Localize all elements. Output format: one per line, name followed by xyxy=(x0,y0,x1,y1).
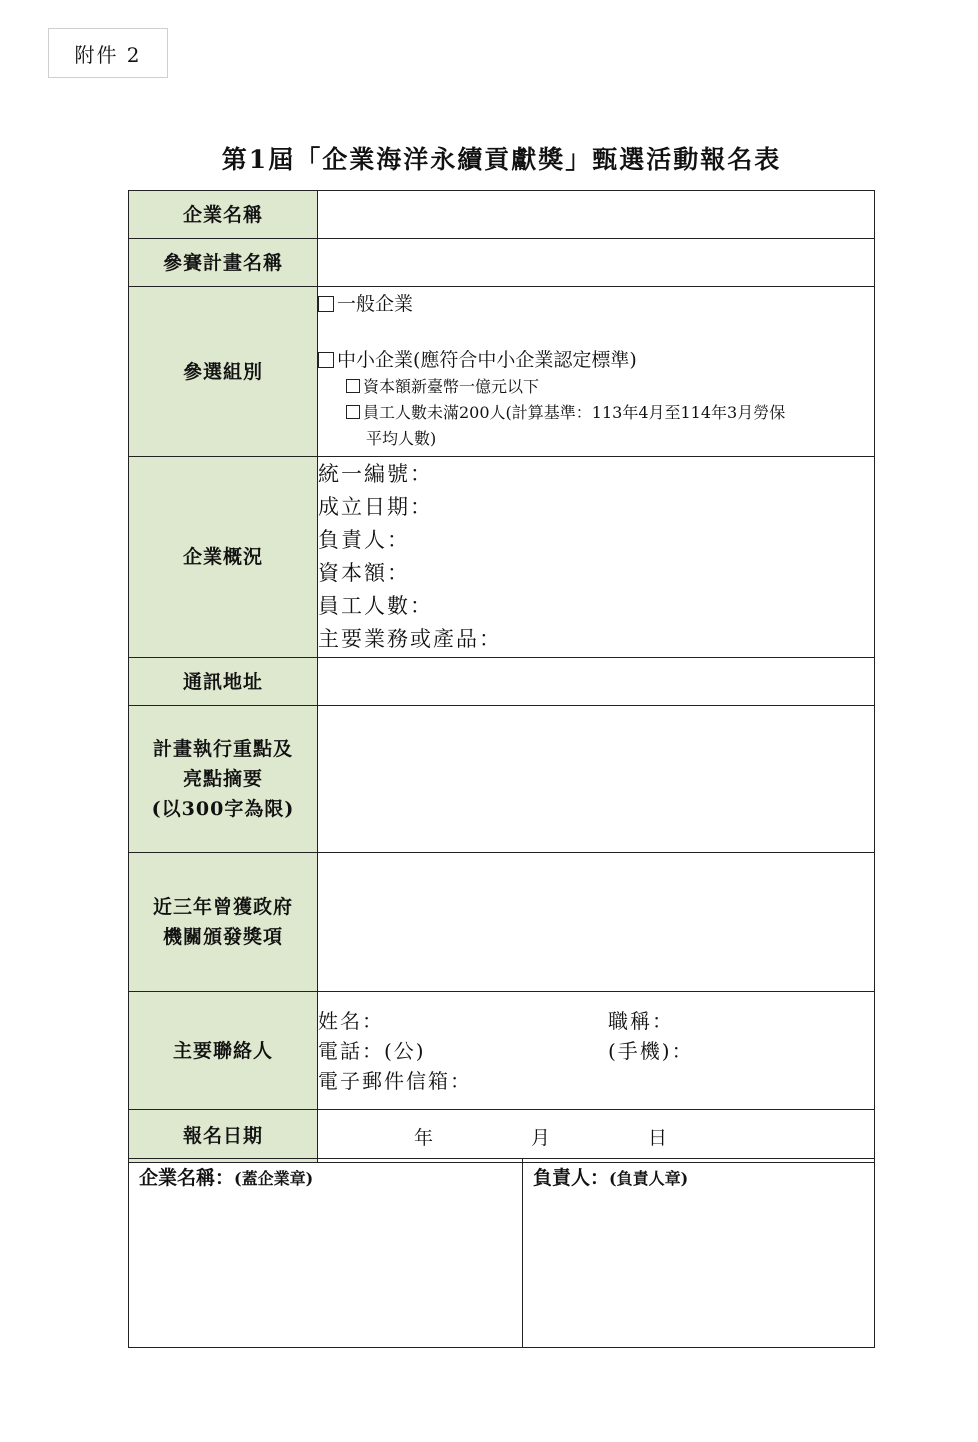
sme-sub-capital xyxy=(318,374,874,400)
form-title: 第1屆「企業海洋永續貢獻獎」甄選活動報名表 xyxy=(221,145,782,174)
sme-sub-staff xyxy=(318,400,874,452)
row-overview xyxy=(129,457,875,658)
label-awards-line1: 近三年曾獲政府 xyxy=(152,896,293,918)
signature-table xyxy=(128,1158,875,1348)
capital-checkbox[interactable] xyxy=(346,379,360,393)
label-awards-line2: 機關頒發獎項 xyxy=(162,926,283,948)
overview-main-business: 主要業務或產品： xyxy=(318,627,502,651)
registration-form-table xyxy=(128,190,875,1163)
contact-job-title: 職稱： xyxy=(608,1008,674,1033)
company-name-field[interactable] xyxy=(318,191,875,239)
contact-line-2 xyxy=(318,1036,874,1066)
date-field[interactable] xyxy=(318,1110,875,1163)
date-month: 月 xyxy=(531,1126,551,1149)
row-project-name xyxy=(129,239,875,287)
contact-line-1 xyxy=(318,1006,874,1036)
label-highlights-line1: 計畫執行重點及 xyxy=(152,738,293,760)
row-awards xyxy=(129,853,875,992)
owner-seal-box[interactable] xyxy=(523,1159,875,1348)
overview-founded-date: 成立日期： xyxy=(318,495,433,519)
overview-staff-count: 員工人數： xyxy=(318,594,433,618)
label-highlights-line3: (以300字為限) xyxy=(151,798,295,820)
general-checkbox[interactable] xyxy=(318,296,334,312)
label-awards xyxy=(129,853,318,992)
contact-name: 姓名： xyxy=(318,1008,384,1033)
label-contact: 主要聯絡人 xyxy=(129,992,318,1110)
company-seal-label: 企業名稱： xyxy=(139,1167,235,1189)
label-highlights-line2: 亮點摘要 xyxy=(182,768,263,790)
label-project-name: 參賽計畫名稱 xyxy=(129,239,318,287)
label-overview: 企業概況 xyxy=(129,457,318,658)
sub-capital-label: 資本額新臺幣一億元以下 xyxy=(363,377,540,396)
attachment-label: 附件 2 xyxy=(48,28,168,78)
address-field[interactable] xyxy=(318,658,875,706)
date-year: 年 xyxy=(414,1126,434,1149)
contact-fields[interactable] xyxy=(318,992,875,1110)
sub-staff-label-1: 員工人數未滿200人(計算基準：113年4月至114年3月勞保 xyxy=(363,403,786,422)
date-day: 日 xyxy=(648,1126,668,1149)
contact-email: 電子郵件信箱： xyxy=(318,1068,472,1093)
label-category: 參選組別 xyxy=(129,287,318,457)
label-date: 報名日期 xyxy=(129,1110,318,1163)
row-date xyxy=(129,1110,875,1163)
option-general xyxy=(318,290,874,318)
awards-field[interactable] xyxy=(318,853,875,992)
project-name-field[interactable] xyxy=(318,239,875,287)
label-address: 通訊地址 xyxy=(129,658,318,706)
overview-owner: 負責人： xyxy=(318,528,410,552)
company-seal-box[interactable] xyxy=(129,1159,523,1348)
contact-phone-mobile: (手機)： xyxy=(608,1038,694,1063)
company-seal-note: (蓋企業章) xyxy=(234,1169,314,1188)
option-sme xyxy=(318,346,874,374)
row-company-name xyxy=(129,191,875,239)
category-options xyxy=(318,287,875,457)
owner-seal-label: 負責人： xyxy=(533,1167,610,1189)
overview-tax-id: 統一編號： xyxy=(318,462,433,486)
highlights-field[interactable] xyxy=(318,706,875,853)
label-highlights xyxy=(129,706,318,853)
row-contact xyxy=(129,992,875,1110)
option-general-label: 一般企業 xyxy=(337,293,414,315)
row-category xyxy=(129,287,875,457)
option-sme-label: 中小企業(應符合中小企業認定標準) xyxy=(337,349,637,371)
staff-checkbox[interactable] xyxy=(346,405,360,419)
contact-line-3 xyxy=(318,1066,874,1096)
row-address xyxy=(129,658,875,706)
row-highlights xyxy=(129,706,875,853)
sme-checkbox[interactable] xyxy=(318,352,334,368)
owner-seal-note: (負責人章) xyxy=(609,1169,689,1188)
sub-staff-label-2: 平均人數) xyxy=(366,429,437,448)
contact-phone-office: 電話：(公) xyxy=(318,1038,426,1063)
label-company-name: 企業名稱 xyxy=(129,191,318,239)
overview-capital: 資本額： xyxy=(318,561,410,585)
overview-fields[interactable] xyxy=(318,457,875,658)
